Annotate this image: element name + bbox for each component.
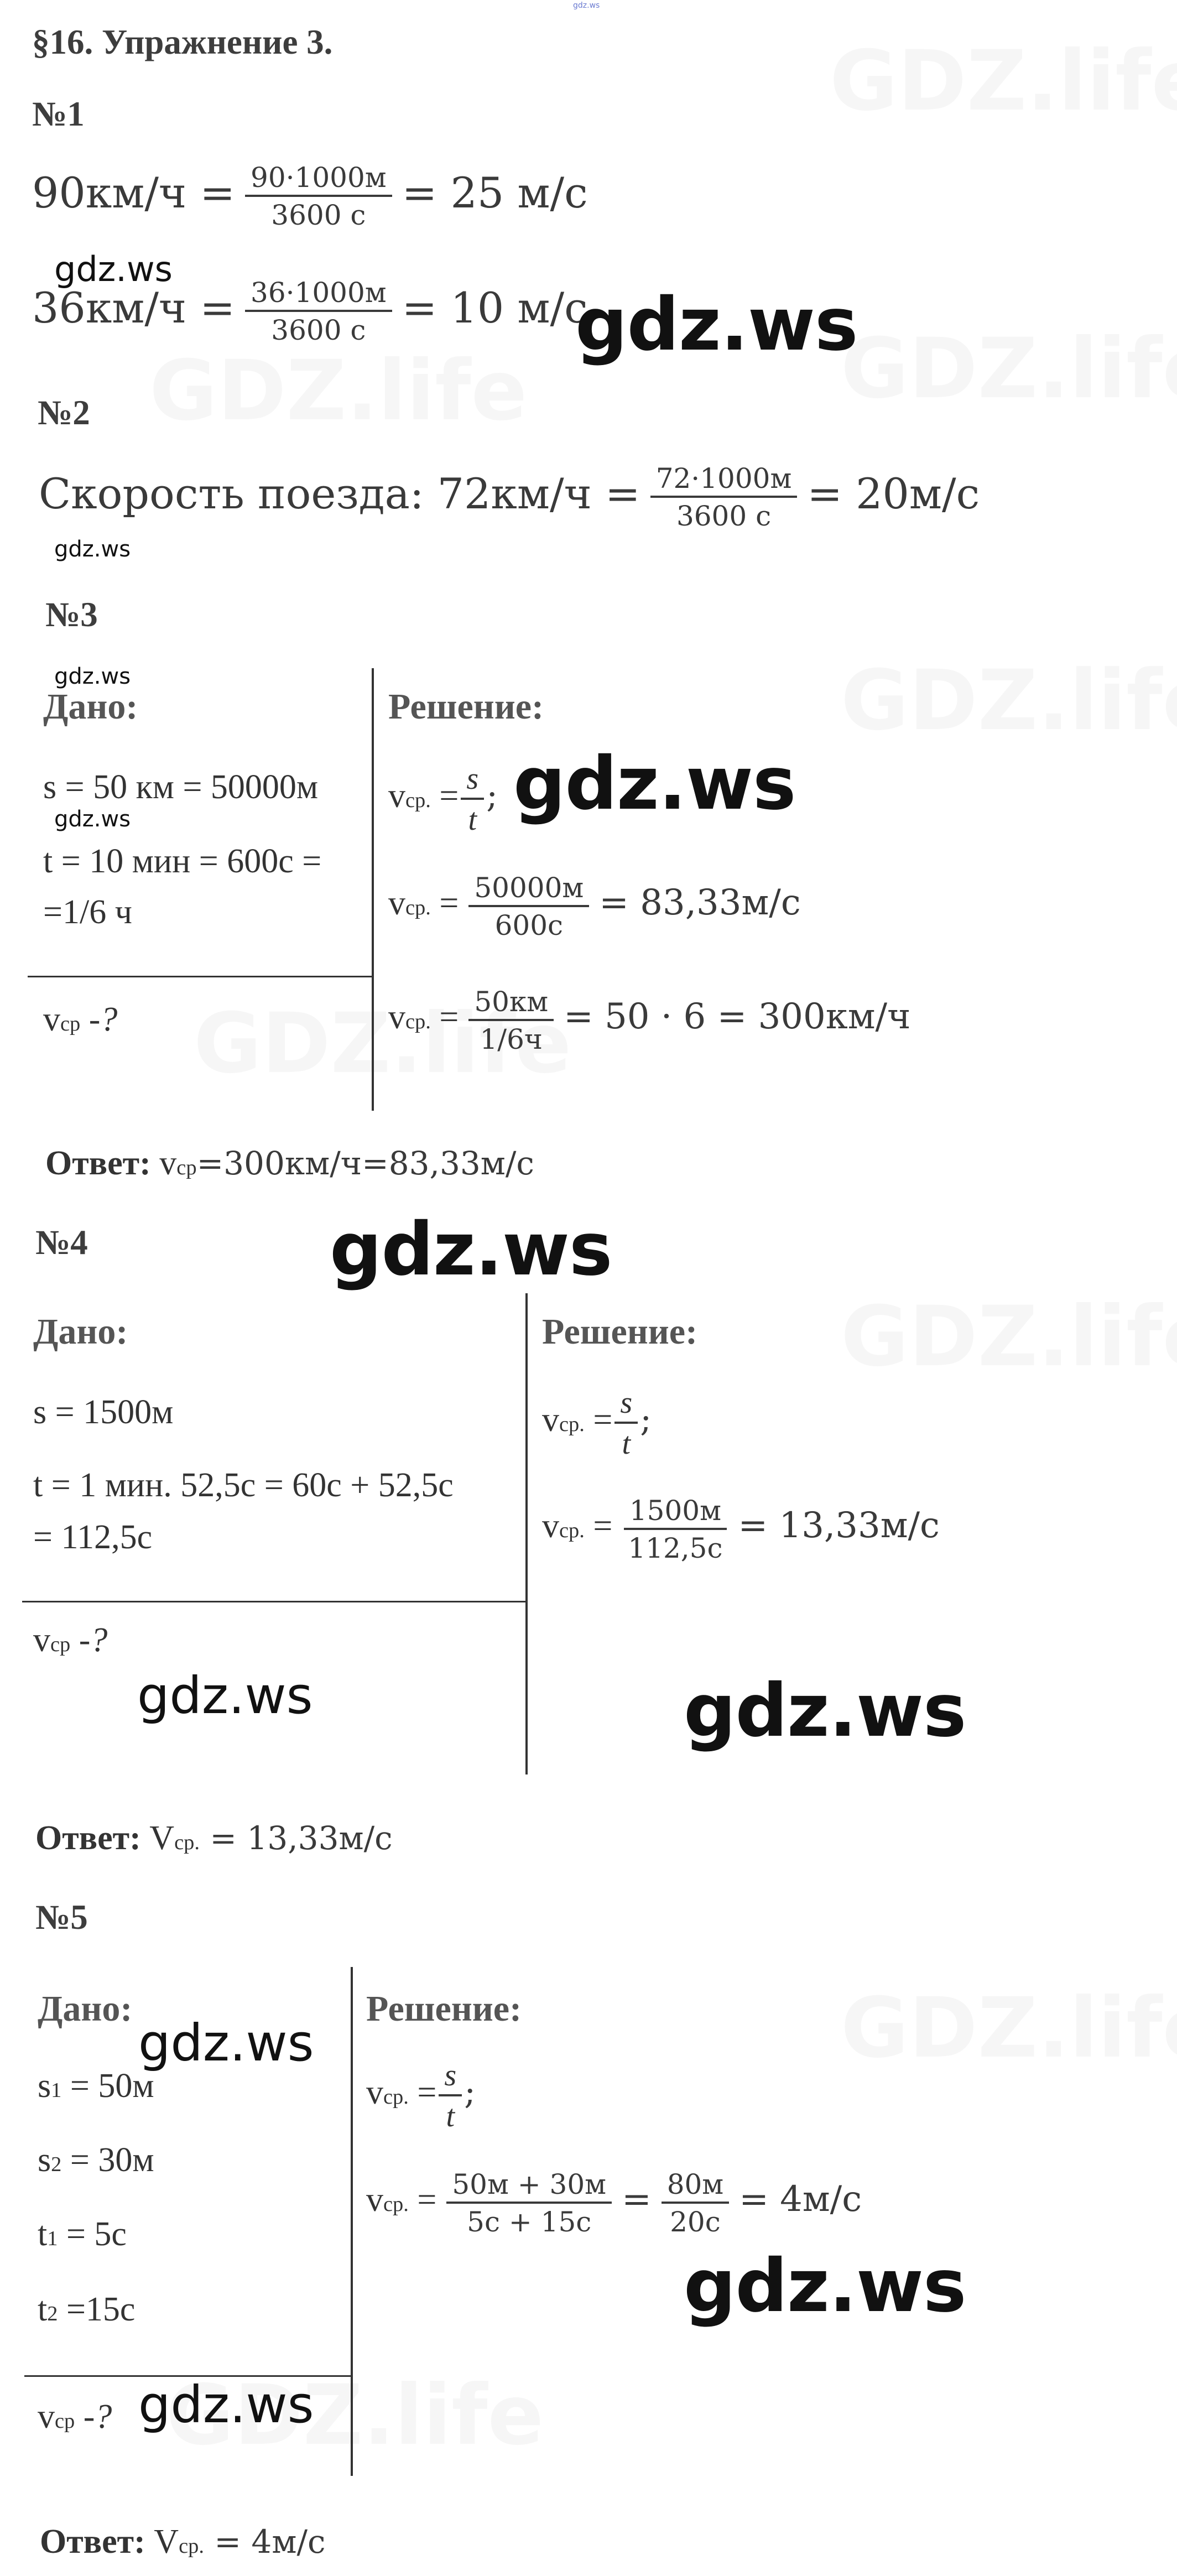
ghost-watermark [841, 1980, 1177, 2077]
n3-given-title: Дано: [43, 686, 138, 727]
n2-line: Скорость поезда: 72км/ч = $\frac{72\cdot 1000м}{3600 с}$ = 20м/с [39, 462, 980, 532]
n4-answer: Ответ: Vср. = 13,33м/с [35, 1819, 393, 1857]
n4-given-2: t = 1 мин. 52,5с = 60с + 52,5с [33, 1466, 454, 1504]
watermark: gdz.ws [330, 1207, 612, 1292]
n5-label: №5 [35, 1898, 88, 1937]
watermark: gdz.ws [138, 2013, 314, 2073]
watermark: gdz.ws [684, 2244, 966, 2329]
n3-given-3: =1/6 ч [43, 893, 132, 931]
n4-vertical-divider [525, 1293, 528, 1774]
n4-horizontal-divider [22, 1601, 527, 1602]
ghost-watermark [841, 321, 1177, 417]
n5-solution-1: vср. = $\frac{s}{t}$ ; [366, 2058, 476, 2133]
n3-solution-1: vср. = $\frac{s}{t}$ ; [388, 762, 498, 837]
ghost-watermark [841, 1289, 1177, 1385]
n3-horizontal-divider [28, 976, 373, 977]
n3-given-1: s = 50 км = 50000м [43, 768, 319, 806]
n4-given-title: Дано: [33, 1312, 128, 1352]
n3-label: №3 [45, 595, 98, 634]
watermark: gdz.ws [684, 1668, 966, 1753]
watermark: gdz.ws [513, 741, 796, 826]
n5-solution-2: vср. = $\frac{50м + 30м}{5с + 15с}$ = $\frac{80м}{20с}$ = 4м/с [366, 2168, 862, 2238]
n5-solution-title: Решение: [366, 1989, 522, 2029]
watermark: gdz.ws [54, 664, 131, 689]
ghost-watermark [830, 33, 1177, 129]
n1-label: №1 [32, 95, 85, 133]
n1-line2: 36км/ч = $\frac{36\cdot 1000м}{3600 с}$ = 10 м/с [32, 277, 588, 346]
ghost-watermark [149, 343, 527, 439]
n5-given-2: s2 = 30м [38, 2141, 154, 2179]
watermark: gdz.ws [138, 2375, 314, 2434]
n5-answer: Ответ: Vср. = 4м/с [40, 2523, 326, 2561]
n5-given-3: t1 = 5с [38, 2215, 127, 2253]
n4-given-1: s = 1500м [33, 1393, 174, 1431]
n3-solution-title: Решение: [388, 686, 544, 727]
page-title: §16. Упражнение 3. [32, 23, 333, 61]
n2-label: №2 [38, 393, 90, 432]
watermark: gdz.ws [54, 249, 173, 289]
n5-given-title: Дано: [38, 1989, 133, 2029]
n5-given-4: t2 =15с [38, 2291, 136, 2328]
n5-given-1: s1 = 50м [38, 2067, 154, 2105]
n3-solution-3: vср. = $\frac{50км}{1/6ч}$ = 50 · 6 = 300км/ч [388, 986, 911, 1055]
n3-given-2: t = 10 мин = 600с = [43, 842, 322, 880]
n4-find: vср -? [33, 1621, 108, 1659]
n5-find: vср -? [38, 2398, 112, 2436]
n4-solution-1: vср. = $\frac{s}{t}$ ; [542, 1386, 652, 1461]
ghost-watermark [841, 653, 1177, 749]
watermark-tiny: gdz.ws [573, 1, 600, 10]
n4-given-3: = 112,5с [33, 1518, 153, 1556]
n4-label: №4 [35, 1223, 88, 1262]
watermark: gdz.ws [54, 806, 131, 832]
n3-answer: Ответ: vср=300км/ч=83,33м/с [45, 1144, 534, 1182]
n4-solution-2: vср. = $\frac{1500м}{112,5с}$ = 13,33м/с [542, 1495, 940, 1564]
watermark: gdz.ws [137, 1666, 313, 1725]
n3-vertical-divider [372, 668, 374, 1111]
watermark: gdz.ws [54, 537, 131, 562]
n4-solution-title: Решение: [542, 1312, 698, 1352]
watermark: gdz.ws [575, 282, 858, 367]
n5-vertical-divider [351, 1967, 353, 2476]
n3-find: vср -? [43, 1001, 118, 1038]
n3-solution-2: vср. = $\frac{50000м}{600с}$ = 83,33м/с [388, 872, 801, 941]
n1-line1: 90км/ч = $\frac{90\cdot 1000м}{3600 с}$ = 25 м/с [32, 162, 588, 231]
